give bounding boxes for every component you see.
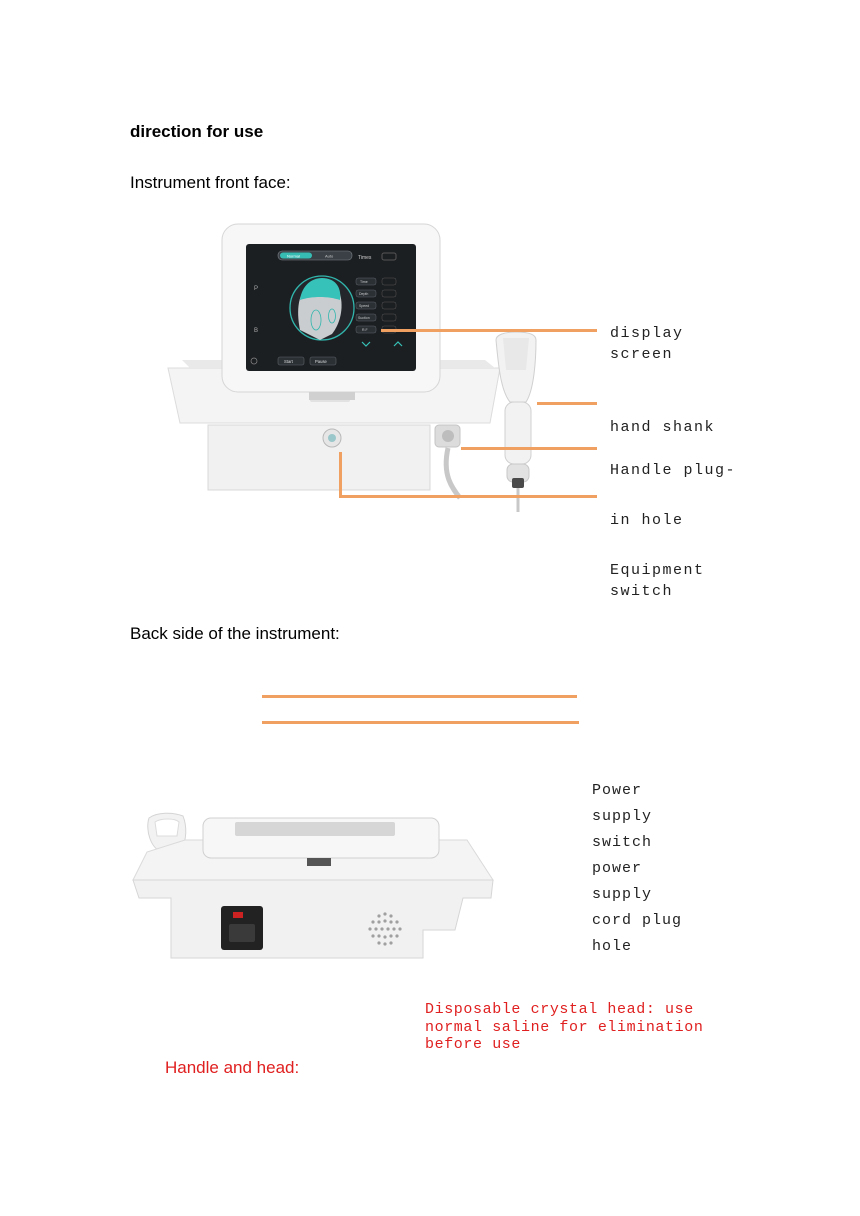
handle-heading: Handle and head: (165, 1058, 300, 1077)
crystal-head-note: Disposable crystal head: use normal saline for elimination before use (425, 1001, 704, 1053)
label-display-screen: display screen (610, 325, 684, 363)
screen-param-rf: R.F (362, 328, 368, 332)
screen-mode-auto: Auto (325, 253, 334, 259)
screen-pause-label: Pause (315, 359, 327, 364)
callout-line-hand-shank (537, 402, 597, 405)
callout-line-switch (339, 495, 597, 498)
back-label-line: supply (592, 808, 653, 825)
callout-line-display (381, 329, 597, 332)
label-handle-plug: Handle plug- (610, 462, 737, 479)
page-heading: direction for use (130, 122, 264, 141)
screen-side-p: P (254, 286, 259, 292)
back-subheading: Back side of the instrument: (130, 624, 340, 643)
callout-line-plug (461, 447, 597, 450)
back-label-list (592, 778, 682, 960)
screen-times: Times (358, 255, 372, 261)
screen-param-suction: Suction (358, 316, 370, 320)
label-hand-shank: hand shank (610, 419, 716, 436)
screen-mode-normal: Normal (287, 253, 300, 259)
screen-start-label: Start (284, 359, 293, 364)
screen-param-speed: Speed (359, 304, 370, 308)
back-label-line: supply (592, 886, 653, 903)
front-device-image (160, 220, 580, 520)
back-label-line: power (592, 860, 643, 877)
screen-side-b: B (254, 328, 259, 334)
back-label-line: hole (592, 938, 633, 955)
back-label-line: switch (592, 834, 653, 851)
label-in-hole: in hole (610, 512, 684, 529)
front-subheading: Instrument front face: (130, 173, 291, 192)
screen-param-depth: Depth (359, 292, 369, 296)
label-equipment-switch: Equipment switch (610, 562, 705, 600)
callout-line-switch-vertical (339, 452, 342, 497)
back-label-line: Power (592, 782, 643, 799)
screen-param-time: Time (360, 280, 368, 284)
callout-line-power-switch (262, 695, 577, 698)
callout-line-power-cord (262, 721, 579, 724)
back-device-image (125, 790, 505, 980)
back-label-line: cord plug (592, 912, 683, 929)
